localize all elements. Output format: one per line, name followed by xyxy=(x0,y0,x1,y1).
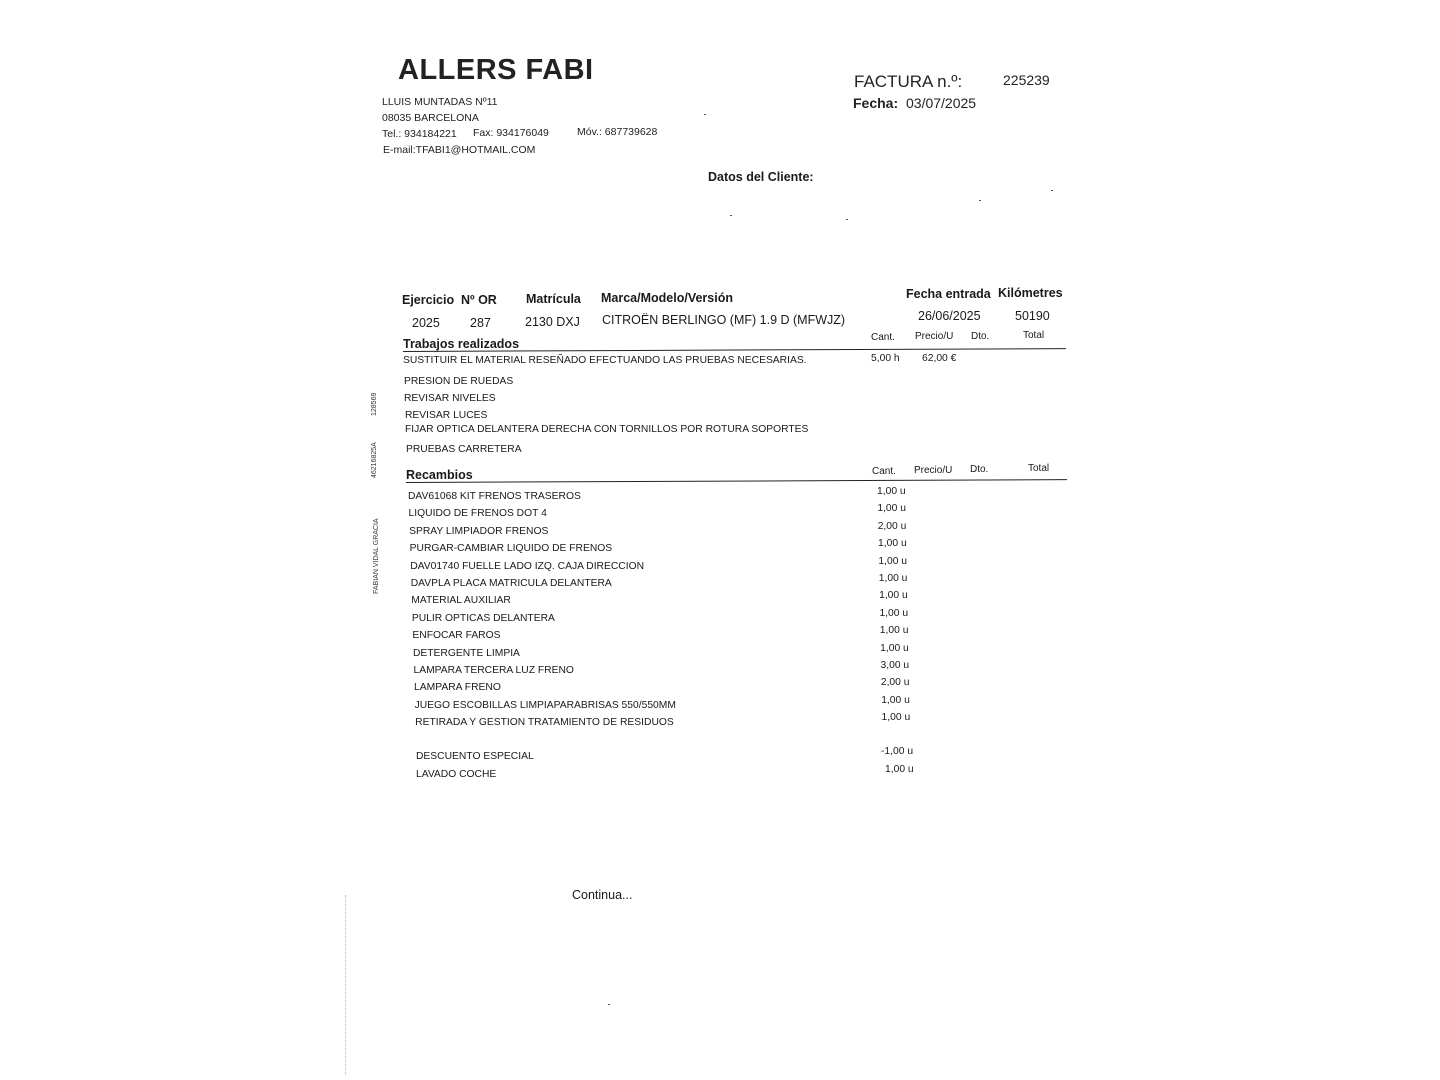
recambio-cant: 1,00 u xyxy=(878,555,908,567)
recambio-desc: DAV01740 FUELLE LADO IZQ. CAJA DIRECCION xyxy=(410,560,645,572)
trabajo-desc: PRUEBAS CARRETERA xyxy=(406,444,522,455)
recambio-desc: DAV61068 KIT FRENOS TRASEROS xyxy=(408,491,581,502)
header-or: Nº OR xyxy=(461,293,497,307)
company-name: ALLERS FABI xyxy=(398,54,594,86)
header-km: Kilómetres xyxy=(998,286,1063,300)
vehicle-or: 287 xyxy=(470,316,491,330)
recambio-cant: 2,00 u xyxy=(877,520,907,532)
recambios-rule xyxy=(406,479,1067,483)
invoice-date: 03/07/2025 xyxy=(906,95,977,111)
extra-cant: -1,00 u xyxy=(881,746,914,757)
recambio-desc: RETIRADA Y GESTION TRATAMIENTO DE RESIDUOS xyxy=(415,717,674,729)
vehicle-km: 50190 xyxy=(1015,309,1050,323)
recambio-desc: LAMPARA TERCERA LUZ FRENO xyxy=(413,665,574,676)
header-marca: Marca/Modelo/Versión xyxy=(601,291,733,305)
recambios-col-cant: Cant. xyxy=(872,466,896,477)
recambios-title: Recambios xyxy=(406,468,473,482)
recambio-cant: 1,00 u xyxy=(881,694,910,706)
company-city: 08035 BARCELONA xyxy=(382,112,479,124)
recambio-cant: 3,00 u xyxy=(880,660,910,671)
vehicle-ejercicio: 2025 xyxy=(412,316,440,330)
extra-desc: LAVADO COCHE xyxy=(416,769,497,780)
vehicle-fecha-entrada: 26/06/2025 xyxy=(918,309,981,323)
trabajo-desc: SUSTITUIR EL MATERIAL RESEÑADO EFECTUANDO LAS PRUEBAS NECESARIAS. xyxy=(403,355,807,366)
invoice-title: FACTURA n.º: xyxy=(854,72,963,91)
trabajos-col-dto: Dto. xyxy=(971,331,990,342)
header-matricula: Matrícula xyxy=(526,292,581,306)
side-text-b: 46216825A xyxy=(371,442,378,478)
recambio-cant: 1,00 u xyxy=(878,573,908,584)
recambio-cant: 2,00 u xyxy=(880,677,910,689)
recambio-cant: 1,00 u xyxy=(879,607,909,619)
extra-desc: DESCUENTO ESPECIAL xyxy=(416,751,534,762)
company-address: LLUIS MUNTADAS Nº11 xyxy=(382,96,498,108)
invoice-number: 225239 xyxy=(1003,72,1050,88)
recambio-desc: DETERGENTE LIMPIA xyxy=(412,647,520,659)
vehicle-matricula: 2130 DXJ xyxy=(525,315,580,329)
extra-cant: 1,00 u xyxy=(885,764,914,775)
recambio-desc: PURGAR-CAMBIAR LIQUIDO DE FRENOS xyxy=(409,543,613,555)
continua-footer: Continua... xyxy=(572,888,633,902)
trabajo-desc: REVISAR LUCES xyxy=(405,410,488,421)
recambio-desc: JUEGO ESCOBILLAS LIMPIAPARABRISAS 550/550MM xyxy=(414,699,676,711)
recambio-desc: SPRAY LIMPIADOR FRENOS xyxy=(409,525,549,537)
side-text-c: FABIAN VIDAL GRACIA xyxy=(373,518,380,594)
vehicle-marca: CITROËN BERLINGO (MF) 1.9 D (MFWJZ) xyxy=(602,313,846,327)
trabajos-col-total: Total xyxy=(1023,330,1045,341)
trabajo-desc: PRESION DE RUEDAS xyxy=(404,376,514,387)
scan-speck xyxy=(979,200,981,201)
recambios-col-precio: Precio/U xyxy=(914,465,953,476)
recambios-col-total: Total xyxy=(1028,463,1050,474)
recambio-cant: 1,00 u xyxy=(879,625,909,637)
company-fax: Fax: 934176049 xyxy=(473,127,549,139)
scan-speck xyxy=(846,219,848,220)
scan-speck xyxy=(1051,190,1053,191)
trabajo-precio: 62,00 € xyxy=(922,353,957,364)
company-mov: Móv.: 687739628 xyxy=(577,126,658,138)
recambio-cant: 1,00 u xyxy=(880,642,909,654)
recambio-desc: LAMPARA FRENO xyxy=(414,682,501,694)
recambio-desc: MATERIAL AUXILIAR xyxy=(411,595,511,607)
header-ejercicio: Ejercicio xyxy=(402,293,455,307)
recambio-cant: 1,00 u xyxy=(879,590,908,602)
recambios-col-dto: Dto. xyxy=(970,464,989,475)
client-label: Datos del Cliente: xyxy=(708,170,814,184)
invoice-date-label: Fecha: xyxy=(853,95,899,111)
header-fecha-entrada: Fecha entrada xyxy=(906,287,991,301)
scan-speck xyxy=(704,114,706,115)
trabajo-cant: 5,00 h xyxy=(871,353,900,364)
trabajos-col-cant: Cant. xyxy=(871,332,895,343)
scan-speck xyxy=(608,1004,610,1005)
recambio-desc: ENFOCAR FAROS xyxy=(412,630,501,642)
scan-edge xyxy=(345,895,346,1075)
recambio-desc: LIQUIDO DE FRENOS DOT 4 xyxy=(408,508,547,520)
recambio-cant: 1,00 u xyxy=(877,486,906,497)
recambio-cant: 1,00 u xyxy=(877,503,906,515)
recambio-desc: PULIR OPTICAS DELANTERA xyxy=(411,612,555,624)
side-text-a: 128569 xyxy=(371,392,378,416)
recambio-cant: 1,00 u xyxy=(881,712,911,724)
trabajos-col-precio: Precio/U xyxy=(915,331,954,342)
recambio-desc: DAVPLA PLACA MATRICULA DELANTERA xyxy=(410,578,612,589)
company-tel: Tel.: 934184221 xyxy=(382,128,457,140)
company-email: E-mail:TFABI1@HOTMAIL.COM xyxy=(383,144,536,156)
recambio-cant: 1,00 u xyxy=(878,538,907,550)
trabajo-desc: FIJAR OPTICA DELANTERA DERECHA CON TORNILLOS POR ROTURA SOPORTES xyxy=(405,424,809,435)
trabajo-desc: REVISAR NIVELES xyxy=(404,393,496,404)
scan-speck xyxy=(730,215,732,216)
trabajos-title: Trabajos realizados xyxy=(403,337,520,351)
